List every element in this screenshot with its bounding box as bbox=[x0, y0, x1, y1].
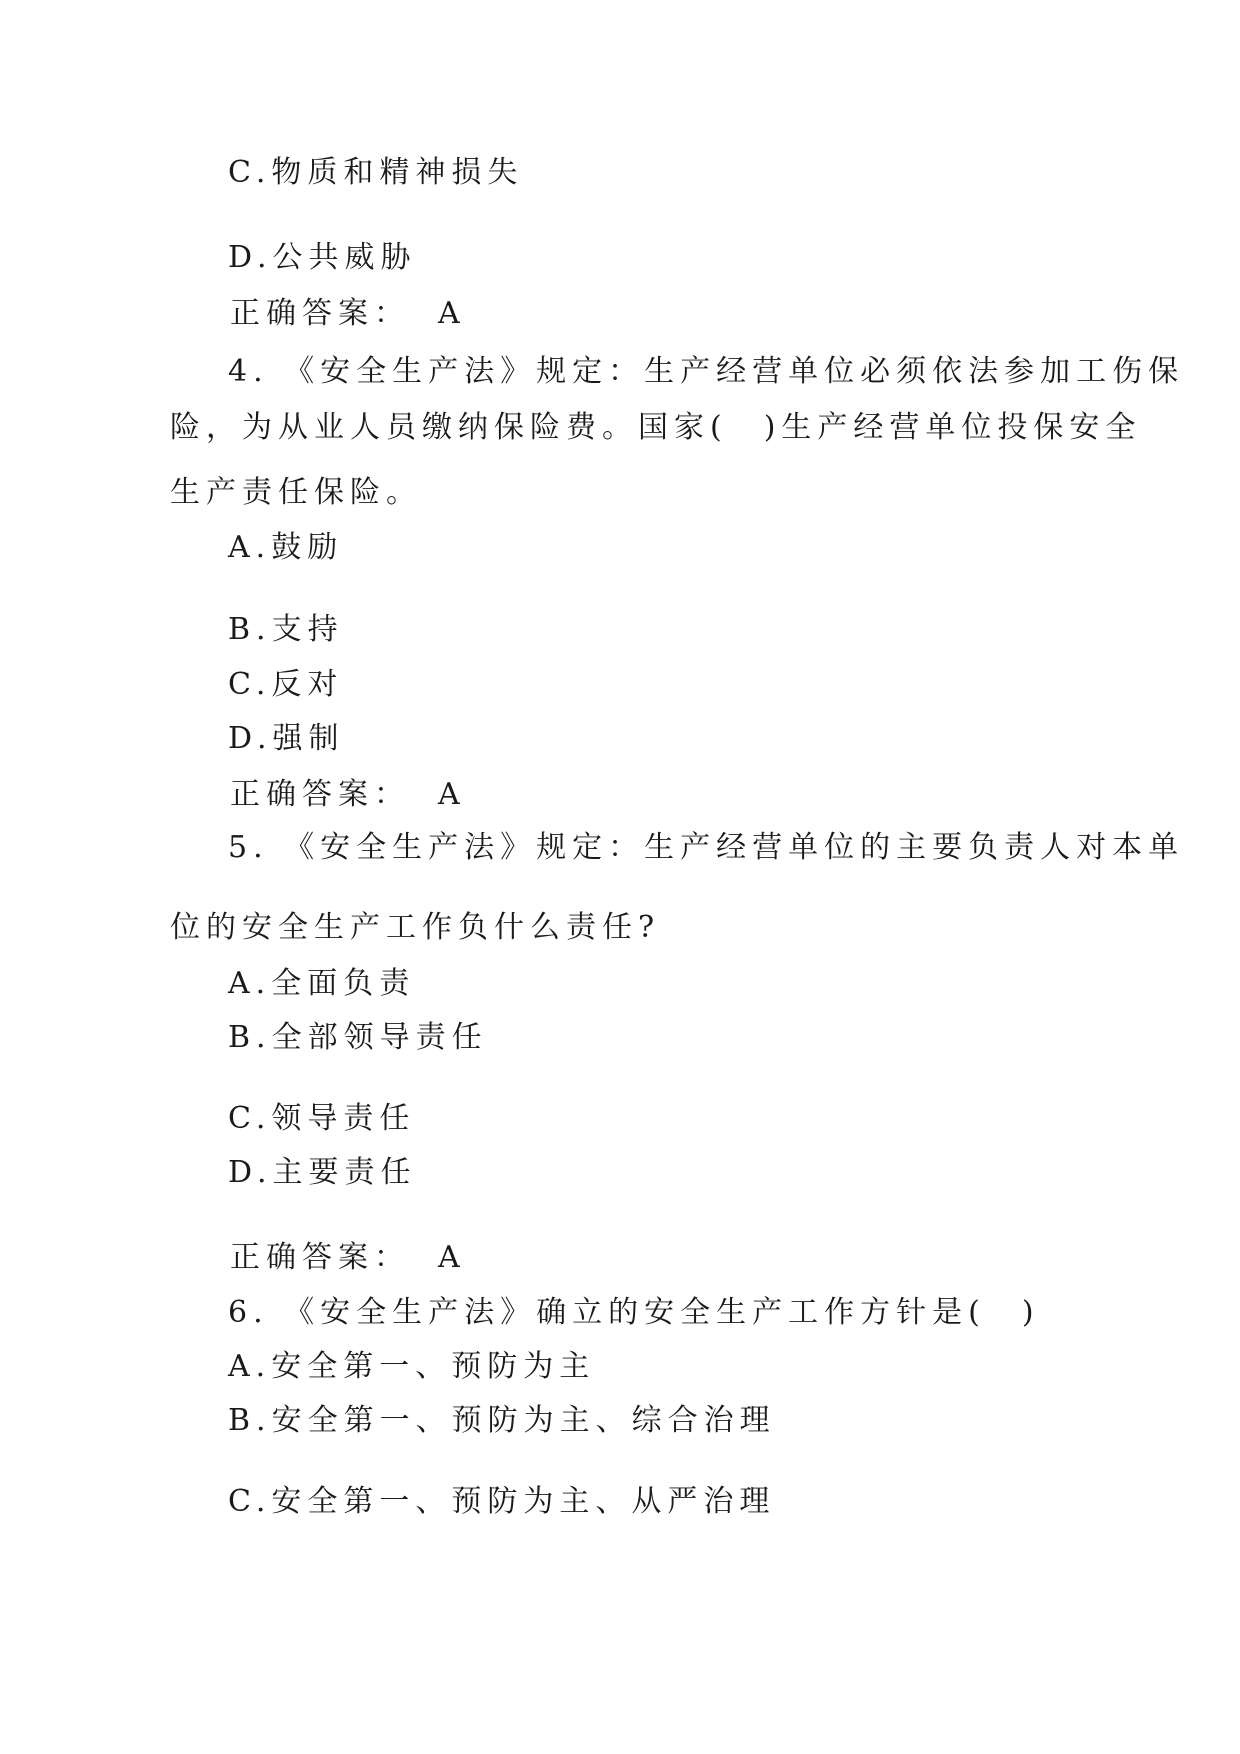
q4-stem-line-1: 4. 《安全生产法》规定：生产经营单位必须依法参加工伤保 bbox=[228, 354, 1185, 389]
q3-answer bbox=[230, 296, 466, 332]
q3-option-c: C.物质和精神损失 bbox=[228, 155, 524, 190]
answer-label: 正确答案： bbox=[230, 1240, 410, 1275]
q6-option-a: A.安全第一、预防为主 bbox=[228, 1349, 596, 1384]
q4-option-a: A.鼓励 bbox=[228, 530, 344, 565]
q6-stem-line-1: 6. 《安全生产法》确立的安全生产工作方针是( ) bbox=[228, 1295, 1040, 1330]
q4-option-b: B.支持 bbox=[228, 612, 344, 647]
q4-stem-line-2: 险，为从业人员缴纳保险费。国家( )生产经营单位投保安全 bbox=[170, 410, 1142, 445]
answer-value: A bbox=[438, 296, 466, 331]
q5-option-a: A.全面负责 bbox=[228, 966, 416, 1001]
q5-answer bbox=[230, 1240, 466, 1276]
q5-option-c: C.领导责任 bbox=[228, 1101, 416, 1136]
q6-option-c: C.安全第一、预防为主、从严治理 bbox=[228, 1484, 776, 1519]
answer-value: A bbox=[438, 777, 466, 812]
q4-stem-line-3: 生产责任保险。 bbox=[170, 475, 422, 510]
q5-option-b: B.全部领导责任 bbox=[228, 1020, 488, 1055]
q5-option-d: D.主要责任 bbox=[228, 1155, 417, 1190]
answer-label: 正确答案： bbox=[230, 296, 410, 331]
q3-option-d: D.公共威胁 bbox=[228, 240, 417, 275]
q4-option-d: D.强制 bbox=[228, 721, 345, 756]
q5-stem-line-2: 位的安全生产工作负什么责任? bbox=[170, 910, 661, 945]
answer-value: A bbox=[438, 1240, 466, 1275]
q6-option-b: B.安全第一、预防为主、综合治理 bbox=[228, 1403, 776, 1438]
q5-stem-line-1: 5. 《安全生产法》规定：生产经营单位的主要负责人对本单 bbox=[228, 830, 1185, 865]
q4-option-c: C.反对 bbox=[228, 667, 344, 702]
answer-label: 正确答案： bbox=[230, 777, 410, 812]
q4-answer bbox=[230, 777, 466, 813]
